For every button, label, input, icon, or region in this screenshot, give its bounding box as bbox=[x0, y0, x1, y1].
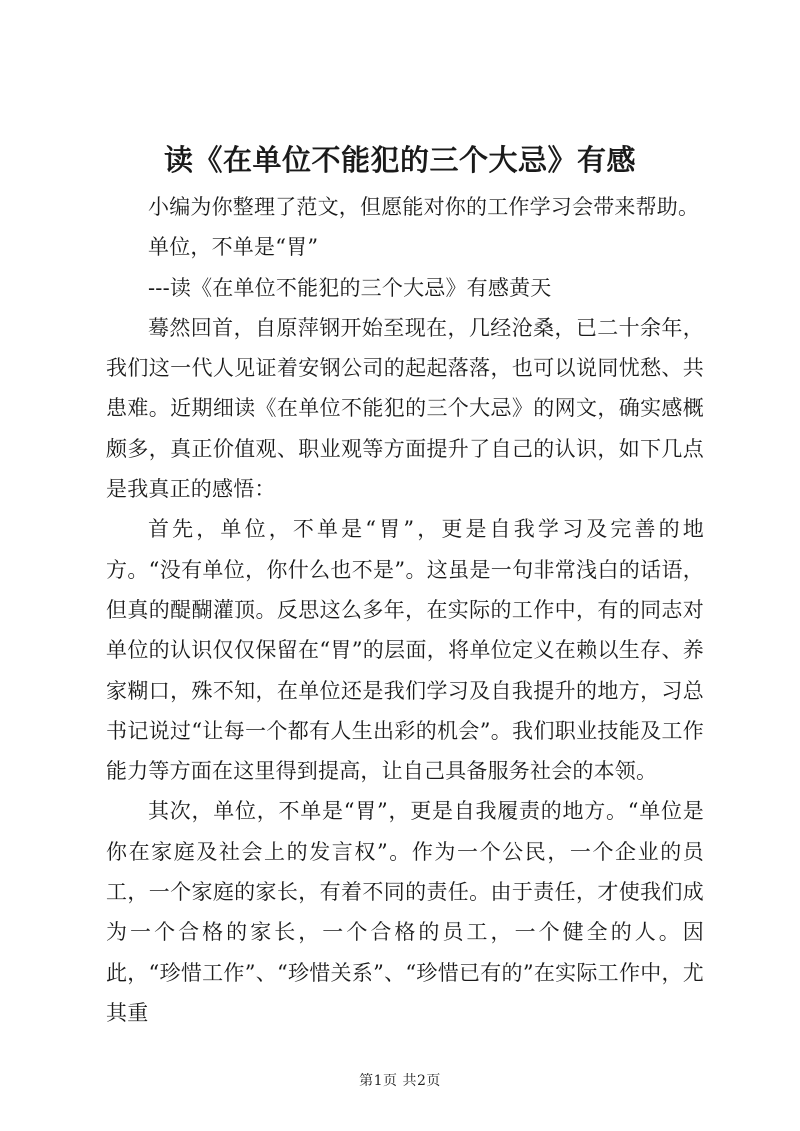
body-paragraph: 首先，单位，不单是“胃”，更是自我学习及完善的地方。“没有单位，你什么也不是”。这虽是一句非常浅白的话语，但真的醍醐灌顶。反思这么多年，在实际的工作中，有的同志对单位的认识仅仅保留在“胃”的层面，将单位定义在赖以生存、养家糊口，殊不知，在单位还是我们学习及自我提升的地方，习总书记说过“让每一个都有人生出彩的机会”。我们职业技能及工作能力等方面在这里得到提高，让自己具备服务社会的本领。 bbox=[106, 517, 704, 784]
page-number-footer: 第1页 共2页 bbox=[359, 1073, 441, 1089]
document-body bbox=[106, 187, 704, 1033]
article-heading: 单位，不单是“胃” bbox=[148, 235, 319, 260]
intro-paragraph: 小编为你整理了范文，但愿能对你的工作学习会带来帮助。 bbox=[148, 195, 700, 219]
document-title: 读《在单位不能犯的三个大忌》有感 bbox=[163, 143, 636, 177]
body-paragraph: 蓦然回首，自原萍钢开始至现在，几经沧桑，已二十余年，我们这一代人见证着安钢公司的起起落落，也可以说同忧愁、共患难。近期细读《在单位不能犯的三个大忌》的网文，确实感概颇多，真正价值观、职业观等方面提升了自己的认识，如下几点是我真正的感悟： bbox=[106, 315, 704, 502]
article-subheading: ---读《在单位不能犯的三个大忌》有感黄天 bbox=[148, 275, 552, 300]
body-paragraph: 其次，单位，不单是“胃”，更是自我履责的地方。“单位是你在家庭及社会上的发言权”。作为一个公民，一个企业的员工，一个家庭的家长，有着不同的责任。由于责任，才使我们成为一个合格的家长，一个合格的员工，一个健全的人。因此，“珍惜工作”、“珍惜关系”、“珍惜已有的”在实际工作中，尤其重 bbox=[106, 799, 704, 1025]
